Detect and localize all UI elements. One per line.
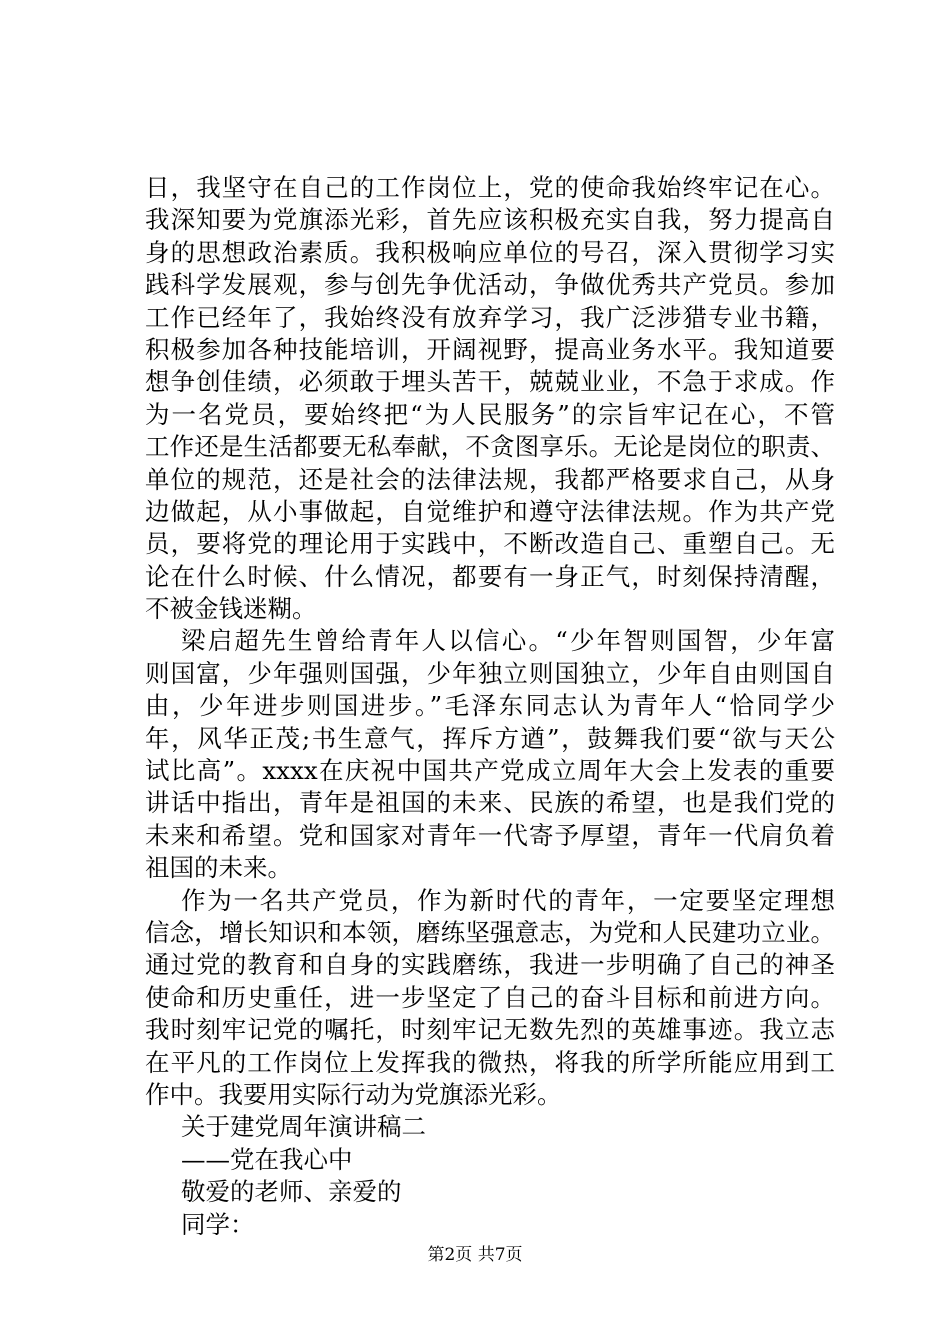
salutation-line: 敬爱的老师、亲爱的 [181,1177,402,1207]
text-line: 试比高”。xxxx在庆祝中国共产党成立周年大会上发表的重要 [145,756,835,786]
text-line: 边做起，从小事做起，自觉维护和遵守法律法规。作为共产党 [145,496,835,526]
text-line: 通过党的教育和自身的实践磨练，我进一步明确了自己的神圣 [145,950,835,980]
document-body [145,172,835,1241]
text-line: 作为一名共产党员，作为新时代的青年，一定要坚定理想 [181,885,835,915]
speech-heading-block [145,1111,835,1241]
text-line: 工作已经年了，我始终没有放弃学习，我广泛涉猎专业书籍， [145,302,835,332]
paragraph-3 [145,885,835,1112]
speech-title: 关于建党周年演讲稿二 [181,1112,426,1142]
text-line: 信念，增长知识和本领，磨练坚强意志，为党和人民建功立业。 [145,917,835,947]
text-line: 单位的规范，还是社会的法律法规，我都严格要求自己，从身 [145,464,835,494]
text-line: 祖国的未来。 [145,853,292,883]
paragraph-2 [145,625,835,884]
text-line: 梁启超先生曾给青年人以信心。“少年智则国智，少年富 [181,626,835,656]
text-line: 为一名党员，要始终把“为人民服务”的宗旨牢记在心，不管 [145,399,835,429]
text-line: 身的思想政治素质。我积极响应单位的号召，深入贯彻学习实 [145,237,835,267]
text-line: 员，要将党的理论用于实践中，不断改造自己、重塑自己。无 [145,529,835,559]
paragraph-1 [145,172,835,625]
text-line: 不被金钱迷糊。 [145,594,317,624]
text-line: 我深知要为党旗添光彩，首先应该积极充实自我，努力提高自 [145,205,835,235]
text-line: 论在什么时候、什么情况，都要有一身正气，时刻保持清醒， [145,561,835,591]
text-line: 未来和希望。党和国家对青年一代寄予厚望，青年一代肩负着 [145,820,835,850]
text-line: 积极参加各种技能培训，开阔视野，提高业务水平。我知道要 [145,334,835,364]
text-line: 则国富，少年强则国强，少年独立则国独立，少年自由则国自 [145,658,835,688]
salutation-line: 同学： [181,1209,255,1239]
page-number-footer: 第2页 共7页 [427,1245,523,1265]
text-line: 想争创佳绩，必须敢于埋头苦干，兢兢业业，不急于求成。作 [145,367,835,397]
speech-subtitle: ——党在我心中 [181,1144,353,1174]
text-line: 讲话中指出，青年是祖国的未来、民族的希望，也是我们党的 [145,788,835,818]
text-line: 在平凡的工作岗位上发挥我的微热，将我的所学所能应用到工 [145,1047,835,1077]
text-line: 作中。我要用实际行动为党旗添光彩。 [145,1079,562,1109]
text-line: 年，风华正茂;书生意气，挥斥方遒”，鼓舞我们要“欲与天公 [145,723,835,753]
text-line: 由，少年进步则国进步。”毛泽东同志认为青年人“恰同学少 [145,691,835,721]
text-line: 我时刻牢记党的嘱托，时刻牢记无数先烈的英雄事迹。我立志 [145,1015,835,1045]
text-line: 践科学发展观，参与创先争优活动，争做优秀共产党员。参加 [145,270,835,300]
text-line: 工作还是生活都要无私奉献，不贪图享乐。无论是岗位的职责、 [145,432,835,462]
text-line: 使命和历史重任，进一步坚定了自己的奋斗目标和前进方向。 [145,982,835,1012]
text-line: 日，我坚守在自己的工作岗位上，党的使命我始终牢记在心。 [145,173,835,202]
